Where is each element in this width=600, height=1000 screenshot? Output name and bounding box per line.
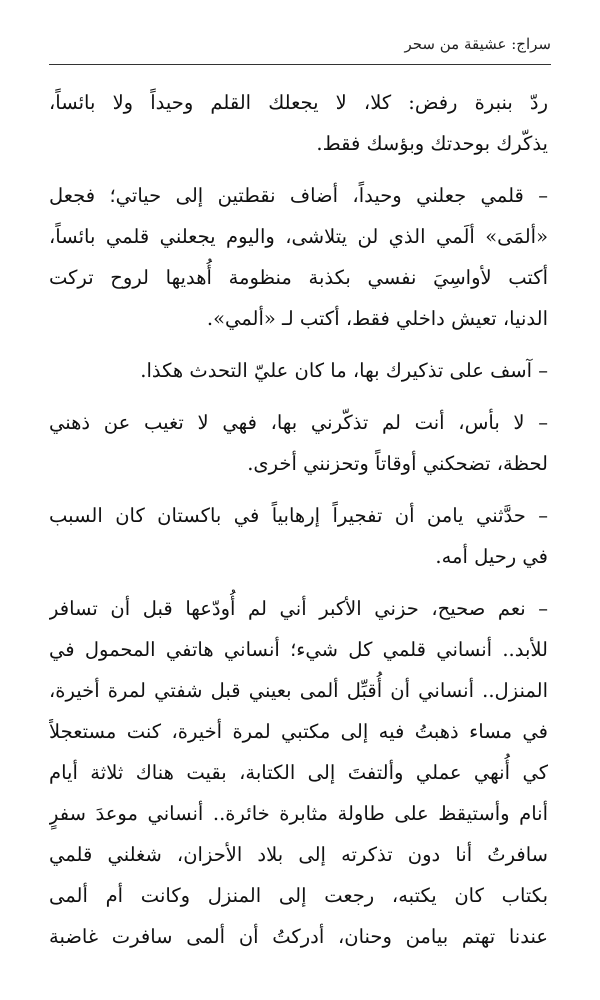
text-line: في مساء ذهبتُ فيه إلى مكتبي لمرة أخيرة، كنت مستعجلاً (49, 720, 548, 743)
header-rule (49, 64, 551, 65)
text-line: – نعم صحيح، حزني الأكبر أني لم أُودّعها قبل أن تسافر (49, 597, 548, 620)
paragraph (49, 402, 548, 484)
text-line: ردّ بنبرة رفض: كلا، لا يجعلك القلم وحيداً ولا بائساً، (49, 91, 548, 114)
paragraph (49, 82, 548, 164)
text-line: الدنيا، تعيش داخلي فقط، أكتب لـ «ألمي». (206, 307, 548, 330)
paragraph (49, 175, 548, 339)
text-line: لحظة، تضحكني أوقاتاً وتحزنني أخرى. (247, 452, 548, 475)
text-line: كي أُنهي عملي وألتفتَ إلى الكتابة، بقيت هناك ثلاثة أيام (49, 761, 548, 784)
text-line: أنام وأستيقظ على طاولة مثابرة خائرة.. أنساني موعدَ سفرٍ (49, 802, 548, 825)
paragraph (49, 588, 548, 957)
text-line: يذكّرك بوحدتك وبؤسك فقط. (316, 132, 548, 155)
text-line: – حدَّثني يامن أن تفجيراً إرهابياً في باكستان كان السبب (49, 504, 548, 527)
text-line: سافرتُ أنا دون تذكرته إلى بلاد الأحزان، شغلني قلمي (49, 843, 548, 866)
text-line: المنزل.. أنساني أن أُقبِّل ألمى بعيني قبل شفتي لمرة أخيرة، (49, 679, 548, 702)
text-line: عندنا تهتم بيامن وحنان، أدركتُ أن ألمى سافرت غاضبة (49, 925, 548, 948)
running-header-title: سراج: عشيقة من سحر (404, 35, 551, 53)
text-line: في رحيل أمه. (435, 545, 548, 568)
page-body (49, 82, 548, 957)
text-line: «ألمَى» ألَمي الذي لن يتلاشى، واليوم يجعلني قلمي بائساً، (49, 225, 548, 248)
paragraph (49, 495, 548, 577)
paragraph (49, 350, 548, 391)
text-line: أكتب لأواسِيَ نفسي بكذبة منظومة أُهديها لروح تركت (49, 266, 548, 289)
text-line: – آسف على تذكيرك بها، ما كان عليّ التحدث هكذا. (140, 359, 548, 382)
text-line: – لا بأس، أنت لم تذكّرني بها، فهي لا تغيب عن ذهني (49, 411, 548, 434)
text-line: للأبد.. أنساني قلمي كل شيء؛ أنساني هاتفي المحمول في (49, 638, 548, 661)
running-header (48, 32, 551, 58)
text-line: بكتاب كان يكتبه، رجعت إلى المنزل وكانت أم ألمى (49, 884, 548, 907)
text-line: – قلمي جعلني وحيداً، أضاف نقطتين إلى حياتي؛ فجعل (49, 184, 548, 207)
